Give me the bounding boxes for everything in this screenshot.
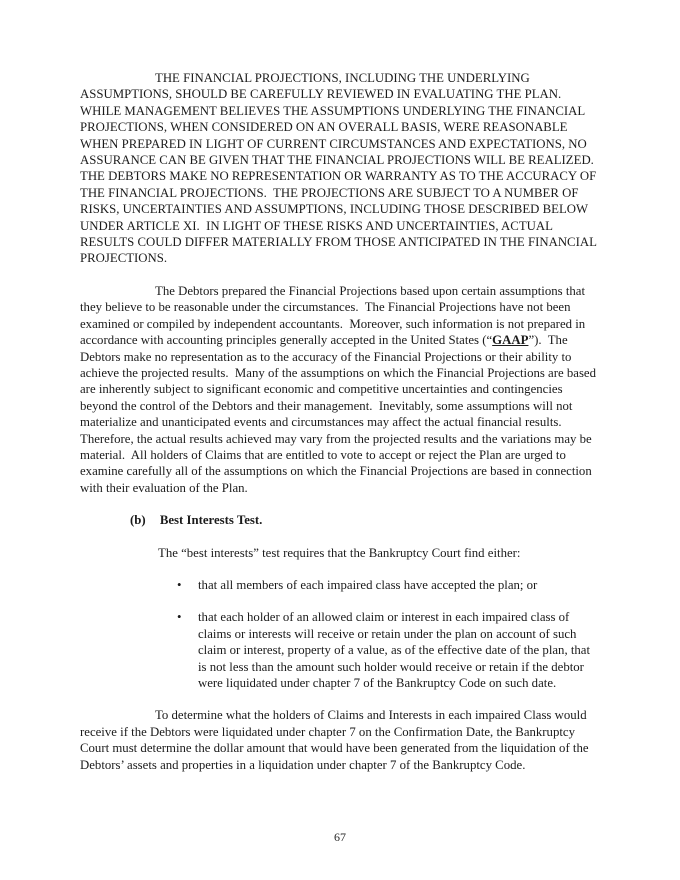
list-item — [80, 577, 600, 593]
bullet-icon: • — [177, 610, 182, 625]
bullet-text: that each holder of an allowed claim or interest in each impaired class of claims or interests will receive or retain under the plan on account of such claim or interest, property of a value, as of the effective date of the plan, that is not less than the amount such holder would receive or retain if the debtor were liquidated under chapter 7 of the Bankruptcy Code on such date. — [198, 610, 594, 690]
paragraph2-text-after-gaap: ”). The Debtors make no representation as to the accuracy of the Financial Projections or their ability to achieve the projected results. Many of the assumptions on which the Financial Projections are based are inherently subject to significant economic and competitive uncertainties and contingencies beyond the control of the Debtors and their management. Inevitably, some assumptions will not materialize and unanticipated events and circumstances may affect the actual financial results. Therefore, the actual results achieved may vary from the projected results and the variations may be material. All holders of Claims that are entitled to vote to accept or reject the Plan are urged to examine carefully all of the assumptions on which the Financial Projections are based in connection with their evaluation of the Plan. — [80, 333, 600, 495]
bullet-text: that all members of each impaired class have accepted the plan; or — [198, 577, 538, 592]
best-interests-intro-paragraph: The “best interests” test requires that the Bankruptcy Court find either: — [158, 545, 521, 560]
debtors-assumptions-paragraph — [80, 283, 600, 496]
best-interests-bullet-list — [80, 577, 600, 691]
heading-title: Best Interests Test. — [159, 513, 263, 528]
page-number: 67 — [334, 830, 346, 844]
gaap-defined-term: GAAP — [492, 333, 529, 348]
bullet-icon: • — [177, 577, 182, 592]
section-heading-best-interests — [80, 512, 600, 528]
paragraph2-text-before-gaap: The Debtors prepared the Financial Projections based upon certain assumptions that they believe to be reasonable under the circumstances. The Financial Projections have not been examined or compiled by independent accountants. Moreover, such information is not prepared in accordance with accounting principles generally accepted in the United States (“ — [80, 283, 589, 348]
financial-projections-warning-paragraph: THE FINANCIAL PROJECTIONS, INCLUDING THE UNDERLYING ASSUMPTIONS, SHOULD BE CAREFULLY REVIEWED IN EVALUATING THE PLAN. WHILE MANAGEMENT BELIEVES THE ASSUMPTIONS UNDERLYING THE FINANCIAL PROJECTIONS, WHEN CONSIDERED ON AN OVERALL BASIS, WERE REASONABLE WHEN PREPARED IN LIGHT OF CURRENT CIRCUMSTANCES AND EXPECTATIONS, NO ASSURANCE CAN BE GIVEN THAT THE FINANCIAL PROJECTIONS WILL BE REALIZED. THE DEBTORS MAKE NO REPRESENTATION OR WARRANTY AS TO THE ACCURACY OF THE FINANCIAL PROJECTIONS. THE PROJECTIONS ARE SUBJECT TO A NUMBER OF RISKS, UNCERTAINTIES AND ASSUMPTIONS, INCLUDING THOSE DESCRIBED BELOW UNDER ARTICLE XI. IN LIGHT OF THESE RISKS AND UNCERTAINTIES, ACTUAL RESULTS COULD DIFFER MATERIALLY FROM THOSE ANTICIPATED IN THE FINANCIAL PROJECTIONS. — [80, 71, 601, 266]
chapter7-liquidation-paragraph: To determine what the holders of Claims and Interests in each impaired Class would receive if the Debtors were liquidated under chapter 7 on the Confirmation Date, the Bankruptcy Court must determine the dollar amount that would have been generated from the liquidation of the Debtors’ assets and properties in a liquidation under chapter 7 of the Bankruptcy Code. — [80, 708, 592, 772]
heading-enumerator: (b) — [130, 513, 146, 528]
list-item — [80, 609, 600, 691]
